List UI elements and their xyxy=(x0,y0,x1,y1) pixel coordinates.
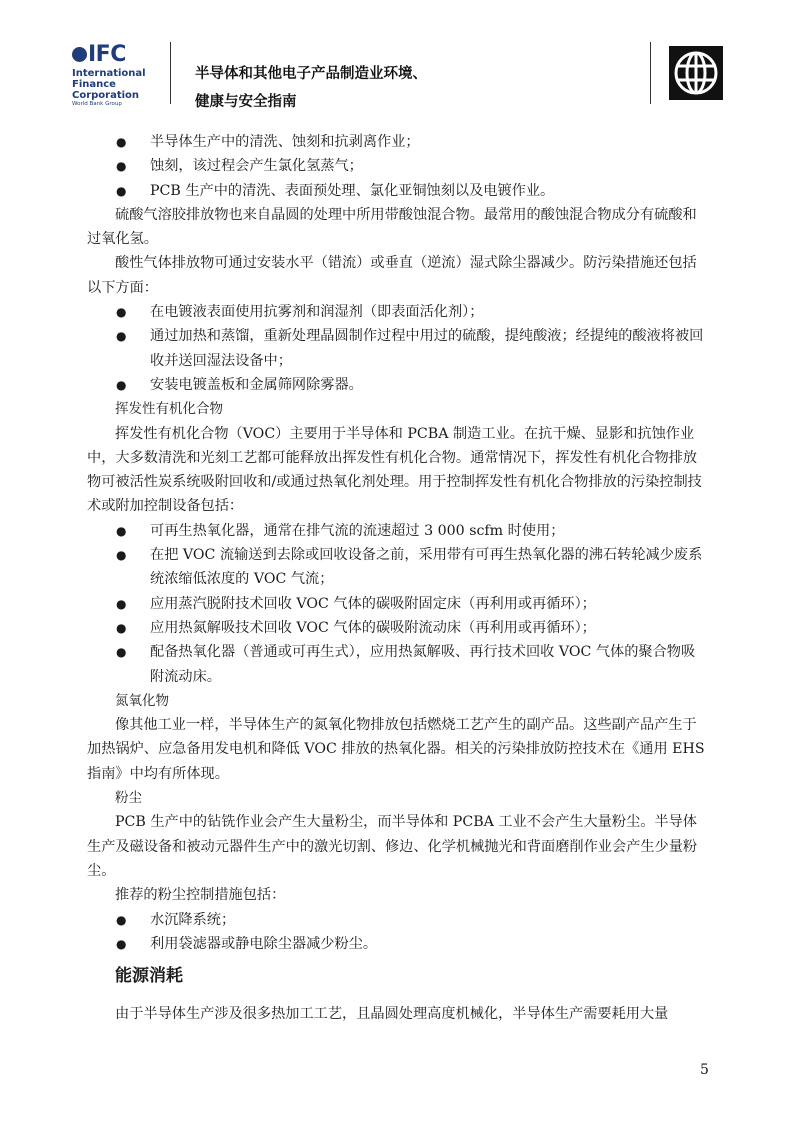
paragraph-sulfuric: 硫酸气溶胶排放物也来自晶圆的处理中所用带酸蚀混合物。最常用的酸蚀混合物成分有硫酸和过氧化氢。 xyxy=(87,206,697,248)
bullet-c-3: ● 应用蒸汽脱附技术回收 VOC 气体的碳吸附固定床（再利用或再循环）； xyxy=(115,592,709,616)
paragraph-voc: 挥发性有机化合物（VOC）主要用于半导体和 PCBA 制造工业。在抗干燥、显影和抗蚀作业中，大多数清洗和光刻工艺都可能释放出挥发性有机化合物。通常情况下，挥发性有机化合物排放物可被活性炭系统吸附回收和/或通过热氧化剂处理。用于控制挥发性有机化合物排放的污染控制技术或附加控制设备包括： xyxy=(87,425,702,515)
globe-icon xyxy=(72,47,87,62)
section-heading-energy: 能源消耗 xyxy=(115,966,183,987)
subheading-voc: 挥发性有机化合物 xyxy=(115,401,223,418)
ifc-logo-mark: IFC xyxy=(72,42,126,67)
bullet-a-2: ● 蚀刻，该过程会产生氯化氢蒸气； xyxy=(115,154,709,178)
header-title xyxy=(195,60,635,116)
header-divider-right xyxy=(650,42,651,104)
bullet-a-1: ● 半导体生产中的清洗、蚀刻和抗剥离作业； xyxy=(115,130,709,154)
bullet-d-2: ● 利用袋滤器或静电除尘器减少粉尘。 xyxy=(115,932,709,956)
bullet-c-5: ● 配备热氧化器（普通或可再生式），应用热氮解吸、再行技术回收 VOC 气体的聚合物吸附流动床。 xyxy=(115,640,709,689)
header-title-line-1: 半导体和其他电子产品制造业环境、 xyxy=(195,66,427,82)
bullet-c-2: ● 在把 VOC 流输送到去除或回收设备之前，采用带有可再生热氧化器的沸石转轮减少废系统浓缩低浓度的 VOC 气流； xyxy=(115,543,709,592)
logo-line-1: International xyxy=(72,68,146,79)
paragraph-energy: 由于半导体生产涉及很多热加工工艺，且晶圆处理高度机械化，半导体生产需要耗用大量 xyxy=(115,1006,669,1023)
page-header xyxy=(0,0,793,112)
header-title-line-2: 健康与安全指南 xyxy=(195,94,297,110)
bullet-c-4: ● 应用热氮解吸技术回收 VOC 气体的碳吸附流动床（再利用或再循环）； xyxy=(115,616,709,640)
world-bank-logo xyxy=(669,46,723,100)
paragraph-nox: 像其他工业一样，半导体生产的氮氧化物排放包括燃烧工艺产生的副产品。这些副产品产生于加热锅炉、应急备用发电机和降低 VOC 排放的热氧化器。相关的污染排放防控技术在《通用 EHS 指南》中均有所体现。 xyxy=(87,717,705,782)
bullet-b-2: ● 通过加热和蒸馏，重新处理晶圆制作过程中用过的硫酸，提纯酸液；经提纯的酸液将被回收并送回湿法设备中； xyxy=(115,324,709,373)
paragraph-dust: PCB 生产中的钻铣作业会产生大量粉尘，而半导体和 PCBA 工业不会产生大量粉尘。半导体生产及磁设备和被动元器件生产中的激光切割、修边、化学机械抛光和背面磨削作业会产生少量粉尘。 xyxy=(87,814,698,879)
page-content xyxy=(87,130,709,1027)
page-number: 5 xyxy=(700,1062,709,1078)
logo-group: World Bank Group xyxy=(72,101,122,107)
bullet-b-1: ● 在电镀液表面使用抗雾剂和润湿剂（即表面活化剂）； xyxy=(115,300,709,324)
world-bank-globe-icon xyxy=(669,46,723,100)
subheading-nox: 氮氧化物 xyxy=(115,692,169,709)
logo-line-3: Corporation xyxy=(72,90,140,101)
header-divider-left xyxy=(170,42,171,104)
paragraph-dust-measures: 推荐的粉尘控制措施包括： xyxy=(115,887,286,904)
subheading-dust: 粉尘 xyxy=(115,790,142,807)
bullet-d-1: ● 水沉降系统； xyxy=(115,908,709,932)
logo-line-2: Finance xyxy=(72,79,116,90)
bullet-a-3: ● PCB 生产中的清洗、表面预处理、氯化亚铜蚀刻以及电镀作业。 xyxy=(115,179,709,203)
bullet-b-3: ● 安装电镀盖板和金属筛网除雾器。 xyxy=(115,373,709,397)
bullet-c-1: ● 可再生热氧化器，通常在排气流的流速超过 3 000 scfm 时使用； xyxy=(115,519,709,543)
paragraph-acid-gas: 酸性气体排放物可通过安装水平（错流）或垂直（逆流）湿式除尘器减少。防污染措施还包括以下方面： xyxy=(87,255,697,296)
ifc-logo xyxy=(72,42,152,108)
